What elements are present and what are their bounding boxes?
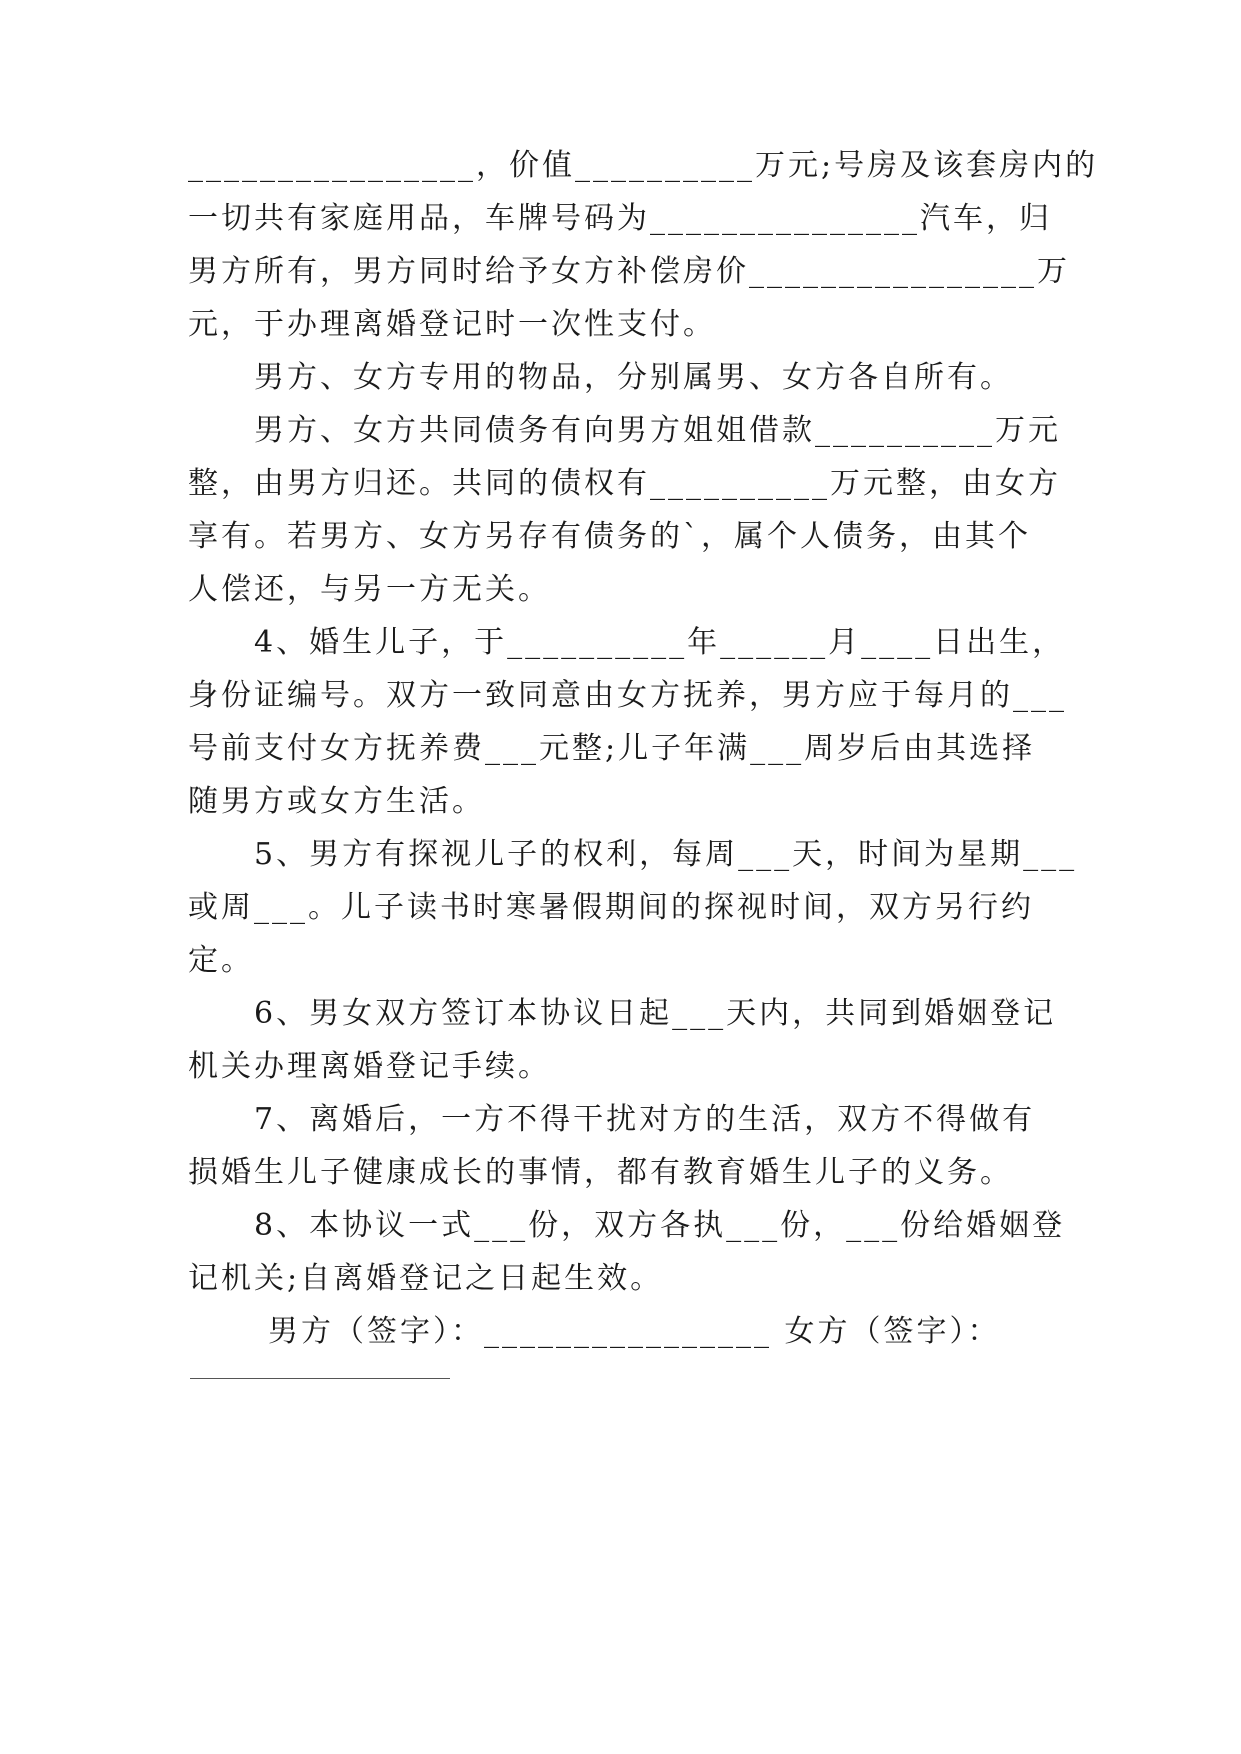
text-line-2: 一切共有家庭用品，车牌号码为_______________汽车，归 xyxy=(188,201,1052,236)
clause-4-line-1: 4、婚生儿子，于__________年______月____日出生， xyxy=(254,625,1066,660)
clause-7-line-1: 7、离婚后，一方不得干扰对方的生活，双方不得做有 xyxy=(254,1102,1036,1137)
text-line-4: 元，于办理离婚登记时一次性支付。 xyxy=(188,307,716,342)
paragraph-personal-items: 男方、女方专用的物品，分别属男、女方各自所有。 xyxy=(254,360,1013,395)
clause-5-line-3: 定。 xyxy=(188,943,254,978)
clause-6-line-1: 6、男女双方签订本协议日起___天内，共同到婚姻登记 xyxy=(254,996,1057,1031)
clause-4-line-4: 随男方或女方生活。 xyxy=(188,784,485,819)
clause-4-line-2: 身份证编号。双方一致同意由女方抚养，男方应于每月的___ xyxy=(188,678,1067,713)
text-line-1: ________________，价值__________万元;号房及该套房内的 xyxy=(188,148,1099,183)
clause-8-line-2: 记机关;自离婚登记之日起生效。 xyxy=(188,1261,664,1296)
text-line-3: 男方所有，男方同时给予女方补偿房价________________万 xyxy=(188,254,1070,289)
clause-6-line-2: 机关办理离婚登记手续。 xyxy=(188,1049,551,1084)
clause-5-line-2: 或周___。儿子读书时寒暑假期间的探视时间，双方另行约 xyxy=(188,890,1034,925)
paragraph-debts-line-1: 男方、女方共同债务有向男方姐姐借款__________万元 xyxy=(254,413,1061,448)
female-signature-blank xyxy=(190,1378,450,1379)
clause-5-line-1: 5、男方有探视儿子的权利，每周___天，时间为星期___ xyxy=(254,837,1078,872)
signature-line: 男方（签字）：________________ 女方（签字）： xyxy=(268,1314,1001,1349)
clause-8-line-1: 8、本协议一式___份，双方各执___份，___份给婚姻登 xyxy=(254,1208,1066,1243)
paragraph-debts-line-3: 享有。若男方、女方另存有债务的`，属个人债务，由其个 xyxy=(188,519,1031,554)
paragraph-debts-line-2: 整，由男方归还。共同的债权有__________万元整，由女方 xyxy=(188,466,1061,501)
clause-4-line-3: 号前支付女方抚养费___元整;儿子年满___周岁后由其选择 xyxy=(188,731,1036,766)
clause-7-line-2: 损婚生儿子健康成长的事情，都有教育婚生儿子的义务。 xyxy=(188,1155,1013,1190)
paragraph-debts-line-4: 人偿还，与另一方无关。 xyxy=(188,572,551,607)
